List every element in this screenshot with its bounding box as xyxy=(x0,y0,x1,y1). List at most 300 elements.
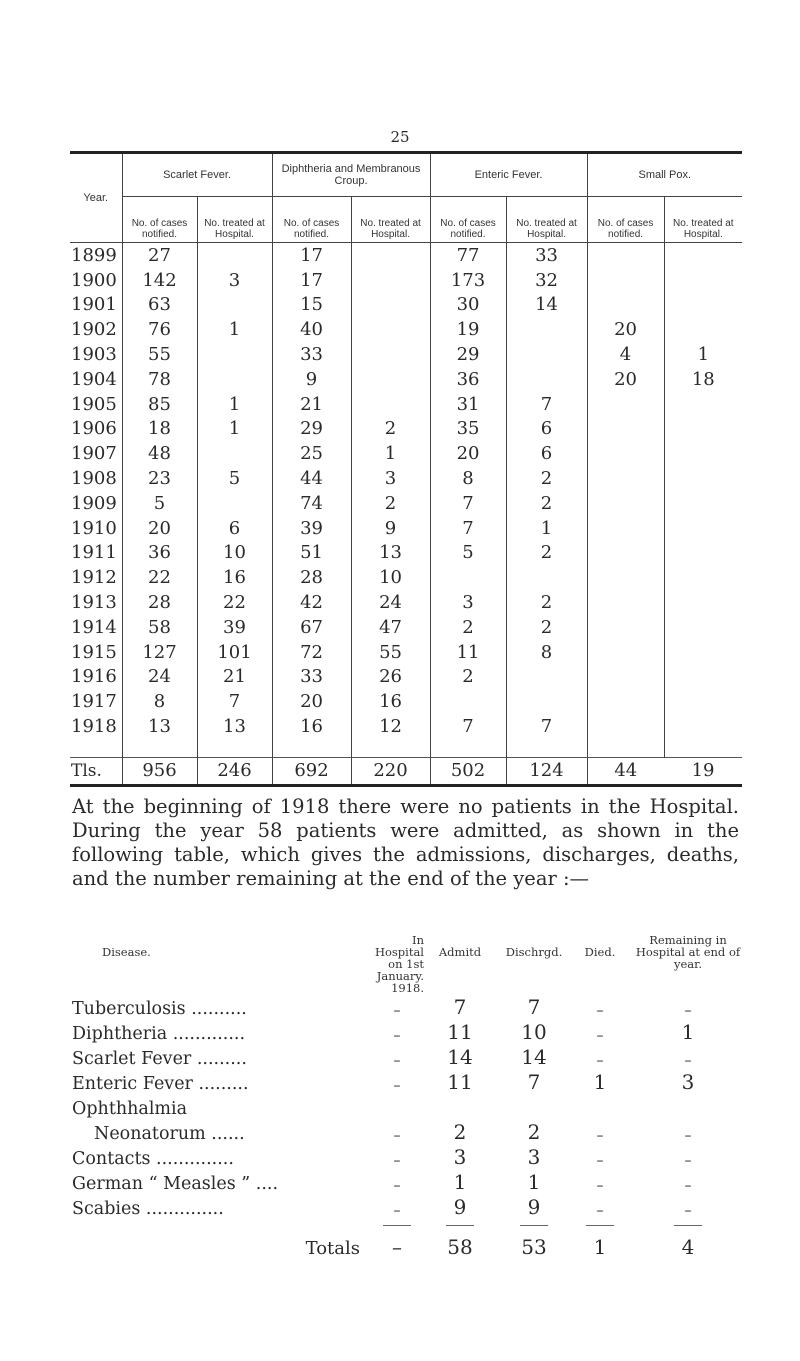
count-cell: 8 xyxy=(430,466,506,491)
count-cell xyxy=(587,441,664,466)
count-cell: 142 xyxy=(122,268,197,293)
year-row xyxy=(70,367,742,392)
year-cell: 1908 xyxy=(71,468,117,490)
remaining-cell: 3 xyxy=(681,1070,695,1094)
year-row xyxy=(70,392,742,417)
count-cell xyxy=(664,615,742,640)
count-cell: 7 xyxy=(506,392,587,417)
body-paragraph: At the beginning of 1918 there were no patients in the Hospital. During the year 58 patients were admitted, as shown in the following table, which gives the admissions, discharges, deaths, and the number remaining at the end of the year :— xyxy=(72,795,739,890)
count-cell xyxy=(664,293,742,318)
count-cell: 7 xyxy=(430,714,506,739)
spacer-row xyxy=(70,739,742,758)
count-cell xyxy=(664,714,742,739)
year-cell: 1906 xyxy=(71,418,117,440)
total-remaining: 4 xyxy=(681,1235,695,1259)
year-cell: 1907 xyxy=(71,443,117,465)
sub-header-notified: No. of cases notified. xyxy=(587,197,664,243)
year-cell: 1912 xyxy=(71,567,117,589)
count-cell xyxy=(197,293,272,318)
total-died: 1 xyxy=(593,1235,607,1259)
count-cell xyxy=(587,689,664,714)
year-row xyxy=(70,565,742,590)
remaining-cell: – xyxy=(684,1128,692,1144)
died-header: Died. xyxy=(584,945,616,959)
disease-label: Diphtheria ............. xyxy=(72,1024,246,1044)
year-cell: 1900 xyxy=(71,269,117,291)
year-row xyxy=(70,466,742,491)
count-cell: 5 xyxy=(197,466,272,491)
total-cell: 956 xyxy=(122,757,197,785)
count-cell xyxy=(351,293,430,318)
count-cell: 12 xyxy=(351,714,430,739)
count-cell: 13 xyxy=(122,714,197,739)
disease-row xyxy=(72,1094,748,1119)
count-cell xyxy=(506,565,587,590)
in-hospital-cell: – xyxy=(393,1153,401,1169)
total-rule xyxy=(370,1219,424,1229)
count-cell xyxy=(351,268,430,293)
count-cell: 2 xyxy=(351,417,430,442)
count-cell: 6 xyxy=(197,516,272,541)
count-cell: 8 xyxy=(506,640,587,665)
spacer-cell xyxy=(351,739,430,758)
year-cell: 1911 xyxy=(71,542,117,564)
disease-label: Scabies .............. xyxy=(72,1199,224,1219)
count-cell: 33 xyxy=(506,243,587,268)
total-cell: 19 xyxy=(664,757,742,785)
count-cell: 17 xyxy=(272,268,351,293)
disease-row xyxy=(72,1019,748,1044)
disease-label: Scarlet Fever ......... xyxy=(72,1049,247,1069)
count-cell: 72 xyxy=(272,640,351,665)
died-cell: 1 xyxy=(593,1070,607,1094)
count-cell: 6 xyxy=(506,417,587,442)
totals-label: Totals xyxy=(305,1238,360,1259)
admitted-cell: 9 xyxy=(453,1195,467,1219)
group-header-diphtheria: Diphtheria and Membranous Croup. xyxy=(272,153,430,197)
count-cell: 20 xyxy=(587,317,664,342)
count-cell: 25 xyxy=(272,441,351,466)
year-row xyxy=(70,243,742,268)
count-cell: 30 xyxy=(430,293,506,318)
admitted-cell: 14 xyxy=(447,1045,473,1069)
year-row xyxy=(70,541,742,566)
count-cell xyxy=(587,293,664,318)
count-cell: 22 xyxy=(197,590,272,615)
count-cell: 20 xyxy=(272,689,351,714)
rule-spacer xyxy=(72,1219,370,1229)
in-hospital-cell xyxy=(370,1094,424,1119)
in-hospital-cell: – xyxy=(393,1178,401,1194)
count-cell: 20 xyxy=(587,367,664,392)
total-discharged: 53 xyxy=(521,1235,547,1259)
spacer-cell xyxy=(664,739,742,758)
disease-header: Disease. xyxy=(102,945,151,959)
sub-header-notified: No. of cases notified. xyxy=(430,197,506,243)
count-cell xyxy=(587,516,664,541)
count-cell xyxy=(587,714,664,739)
count-cell: 18 xyxy=(122,417,197,442)
count-cell: 23 xyxy=(122,466,197,491)
spacer-cell xyxy=(122,739,197,758)
count-cell: 3 xyxy=(197,268,272,293)
year-row xyxy=(70,491,742,516)
count-cell: 9 xyxy=(351,516,430,541)
count-cell: 63 xyxy=(122,293,197,318)
admitted-cell: 1 xyxy=(453,1170,467,1194)
died-cell: – xyxy=(596,1203,604,1219)
count-cell: 13 xyxy=(351,541,430,566)
count-cell xyxy=(506,367,587,392)
count-cell: 51 xyxy=(272,541,351,566)
count-cell xyxy=(664,665,742,690)
count-cell: 2 xyxy=(430,615,506,640)
year-row xyxy=(70,342,742,367)
count-cell: 77 xyxy=(430,243,506,268)
disease-label: Tuberculosis .......... xyxy=(72,999,247,1019)
group-header-enteric-fever: Enteric Fever. xyxy=(430,153,587,197)
year-cell: 1917 xyxy=(71,691,117,713)
year-header: Year. xyxy=(70,153,122,243)
year-row xyxy=(70,615,742,640)
remaining-header: Remaining in Hospital at end of year. xyxy=(635,933,741,971)
count-cell xyxy=(664,565,742,590)
count-cell xyxy=(197,342,272,367)
count-cell xyxy=(587,615,664,640)
totals-label: Tls. xyxy=(70,757,122,785)
in-hospital-cell: – xyxy=(393,1078,401,1094)
count-cell: 2 xyxy=(351,491,430,516)
count-cell xyxy=(351,317,430,342)
in-hospital-header xyxy=(370,934,424,994)
year-cell: 1905 xyxy=(71,393,117,415)
count-cell: 35 xyxy=(430,417,506,442)
year-cell: 1918 xyxy=(71,716,117,738)
disease-row xyxy=(72,994,748,1019)
year-row xyxy=(70,665,742,690)
count-cell: 16 xyxy=(197,565,272,590)
group-header-small-pox: Small Pox. xyxy=(587,153,742,197)
spacer-cell xyxy=(197,739,272,758)
totals-row xyxy=(70,757,742,785)
spacer-cell xyxy=(70,739,122,758)
disease-label: German “ Measles ” .... xyxy=(72,1174,279,1194)
count-cell: 42 xyxy=(272,590,351,615)
discharged-cell: 9 xyxy=(527,1195,541,1219)
remaining-cell: – xyxy=(684,1203,692,1219)
year-cell: 1901 xyxy=(71,294,117,316)
disease-name xyxy=(72,1169,370,1194)
count-cell: 2 xyxy=(506,541,587,566)
disease-name xyxy=(72,1019,370,1044)
count-cell xyxy=(430,689,506,714)
count-cell: 5 xyxy=(430,541,506,566)
count-cell xyxy=(587,541,664,566)
count-cell xyxy=(587,268,664,293)
remaining-cell: – xyxy=(684,1003,692,1019)
disease-name xyxy=(72,1194,370,1219)
count-cell: 3 xyxy=(351,466,430,491)
total-cell: 44 xyxy=(587,757,664,785)
count-cell xyxy=(506,317,587,342)
count-cell: 24 xyxy=(122,665,197,690)
in-hospital-cell: – xyxy=(393,1053,401,1069)
count-cell xyxy=(664,491,742,516)
spacer-cell xyxy=(587,739,664,758)
count-cell: 2 xyxy=(430,665,506,690)
sub-header-treated: No. treated at Hospital. xyxy=(197,197,272,243)
discharged-cell xyxy=(496,1094,572,1119)
count-cell xyxy=(587,640,664,665)
count-cell: 4 xyxy=(587,342,664,367)
remaining-cell: – xyxy=(684,1178,692,1194)
totals-rule-row xyxy=(72,1219,748,1229)
spacer-cell xyxy=(430,739,506,758)
year-row xyxy=(70,689,742,714)
count-cell: 55 xyxy=(122,342,197,367)
count-cell: 28 xyxy=(272,565,351,590)
count-cell xyxy=(351,367,430,392)
year-cell: 1899 xyxy=(71,244,117,266)
count-cell: 85 xyxy=(122,392,197,417)
count-cell xyxy=(587,665,664,690)
disease-row xyxy=(72,1044,748,1069)
admissions-body xyxy=(72,994,748,1259)
discharged-cell: 7 xyxy=(527,995,541,1019)
count-cell: 7 xyxy=(430,516,506,541)
count-cell: 58 xyxy=(122,615,197,640)
count-cell xyxy=(587,466,664,491)
disease-name xyxy=(72,1069,370,1094)
count-cell: 33 xyxy=(272,342,351,367)
count-cell: 5 xyxy=(122,491,197,516)
count-cell: 2 xyxy=(506,590,587,615)
year-row xyxy=(70,268,742,293)
died-cell: – xyxy=(596,1178,604,1194)
discharged-cell: 1 xyxy=(527,1170,541,1194)
count-cell xyxy=(664,689,742,714)
count-cell xyxy=(664,392,742,417)
count-cell xyxy=(351,243,430,268)
year-row xyxy=(70,640,742,665)
admitted-cell xyxy=(424,1094,496,1119)
count-cell xyxy=(587,243,664,268)
count-cell: 48 xyxy=(122,441,197,466)
admitted-cell: 3 xyxy=(453,1145,467,1169)
admitted-cell: 11 xyxy=(447,1020,473,1044)
admitted-cell: 11 xyxy=(447,1070,473,1094)
count-cell: 20 xyxy=(430,441,506,466)
count-cell: 44 xyxy=(272,466,351,491)
count-cell xyxy=(197,367,272,392)
count-cell: 2 xyxy=(506,466,587,491)
year-row xyxy=(70,714,742,739)
in-hospital-cell: – xyxy=(393,1128,401,1144)
in-hospital-cell: – xyxy=(393,1003,401,1019)
count-cell: 1 xyxy=(197,392,272,417)
sub-header-notified: No. of cases notified. xyxy=(122,197,197,243)
year-cell: 1904 xyxy=(71,368,117,390)
in-hospital-cell: – xyxy=(393,1203,401,1219)
sub-header-treated: No. treated at Hospital. xyxy=(351,197,430,243)
count-cell xyxy=(664,417,742,442)
remaining-cell: – xyxy=(684,1153,692,1169)
count-cell: 13 xyxy=(197,714,272,739)
count-cell: 173 xyxy=(430,268,506,293)
year-row xyxy=(70,441,742,466)
died-cell xyxy=(572,1094,628,1119)
count-cell: 7 xyxy=(430,491,506,516)
sub-header-notified: No. of cases notified. xyxy=(272,197,351,243)
count-cell: 17 xyxy=(272,243,351,268)
died-cell: – xyxy=(596,1003,604,1019)
disease-row xyxy=(72,1119,748,1144)
admissions-totals-row xyxy=(72,1229,748,1259)
disease-row xyxy=(72,1169,748,1194)
count-cell: 7 xyxy=(506,714,587,739)
discharged-header: Dischrgd. xyxy=(505,945,563,959)
year-cell: 1916 xyxy=(71,666,117,688)
count-cell xyxy=(351,342,430,367)
count-cell xyxy=(587,491,664,516)
count-cell: 39 xyxy=(272,516,351,541)
remaining-cell xyxy=(628,1094,748,1119)
disease-label: Ophthhalmia xyxy=(72,1099,188,1119)
count-cell: 31 xyxy=(430,392,506,417)
count-cell: 8 xyxy=(122,689,197,714)
disease-name xyxy=(72,1144,370,1169)
count-cell: 33 xyxy=(272,665,351,690)
year-row xyxy=(70,293,742,318)
remaining-cell: – xyxy=(684,1053,692,1069)
year-row xyxy=(70,516,742,541)
count-cell: 1 xyxy=(197,417,272,442)
remaining-cell: 1 xyxy=(681,1020,695,1044)
admissions-table xyxy=(72,934,748,1259)
count-cell: 1 xyxy=(197,317,272,342)
discharged-cell: 2 xyxy=(527,1120,541,1144)
count-cell: 28 xyxy=(122,590,197,615)
count-cell: 36 xyxy=(430,367,506,392)
count-cell: 14 xyxy=(506,293,587,318)
count-cell: 47 xyxy=(351,615,430,640)
count-cell: 16 xyxy=(272,714,351,739)
year-row xyxy=(70,417,742,442)
spacer-cell xyxy=(272,739,351,758)
count-cell xyxy=(197,491,272,516)
count-cell: 10 xyxy=(351,565,430,590)
in-hospital-cell: – xyxy=(393,1028,401,1044)
count-cell xyxy=(664,268,742,293)
admitted-cell: 7 xyxy=(453,995,467,1019)
count-cell xyxy=(506,342,587,367)
disease-row xyxy=(72,1069,748,1094)
count-cell: 26 xyxy=(351,665,430,690)
count-cell xyxy=(351,392,430,417)
spacer-cell xyxy=(506,739,587,758)
count-cell: 55 xyxy=(351,640,430,665)
count-cell xyxy=(587,417,664,442)
count-cell: 2 xyxy=(506,615,587,640)
total-rule xyxy=(628,1219,748,1229)
count-cell: 76 xyxy=(122,317,197,342)
count-cell xyxy=(664,541,742,566)
count-cell: 3 xyxy=(430,590,506,615)
disease-name xyxy=(72,1119,370,1144)
sub-header-treated: No. treated at Hospital. xyxy=(506,197,587,243)
count-cell xyxy=(197,441,272,466)
stats-body xyxy=(70,243,742,786)
count-cell: 7 xyxy=(197,689,272,714)
count-cell xyxy=(587,590,664,615)
count-cell xyxy=(664,466,742,491)
total-rule xyxy=(496,1219,572,1229)
count-cell: 22 xyxy=(122,565,197,590)
count-cell: 39 xyxy=(197,615,272,640)
count-cell: 21 xyxy=(197,665,272,690)
discharged-cell: 10 xyxy=(521,1020,547,1044)
disease-label: Neonatorum ...... xyxy=(94,1124,245,1144)
died-cell: – xyxy=(596,1153,604,1169)
count-cell: 32 xyxy=(506,268,587,293)
total-rule xyxy=(424,1219,496,1229)
count-cell: 29 xyxy=(272,417,351,442)
count-cell xyxy=(430,565,506,590)
count-cell xyxy=(506,689,587,714)
count-cell: 74 xyxy=(272,491,351,516)
discharged-cell: 7 xyxy=(527,1070,541,1094)
count-cell: 19 xyxy=(430,317,506,342)
count-cell: 21 xyxy=(272,392,351,417)
in-hospital-header-text: In Hospital on 1st January. 1918. xyxy=(374,933,424,995)
group-header-scarlet-fever: Scarlet Fever. xyxy=(122,153,272,197)
disease-label: Enteric Fever ......... xyxy=(72,1074,249,1094)
count-cell: 1 xyxy=(506,516,587,541)
admitted-cell: 2 xyxy=(453,1120,467,1144)
count-cell: 24 xyxy=(351,590,430,615)
count-cell: 10 xyxy=(197,541,272,566)
total-admitted: 58 xyxy=(447,1235,473,1259)
year-cell: 1915 xyxy=(71,641,117,663)
year-cell: 1903 xyxy=(71,344,117,366)
year-row xyxy=(70,317,742,342)
total-cell: 246 xyxy=(197,757,272,785)
total-in-hospital: – xyxy=(392,1235,402,1259)
count-cell: 127 xyxy=(122,640,197,665)
total-cell: 220 xyxy=(351,757,430,785)
year-cell: 1902 xyxy=(71,319,117,341)
discharged-cell: 3 xyxy=(527,1145,541,1169)
count-cell: 1 xyxy=(351,441,430,466)
count-cell xyxy=(664,317,742,342)
total-cell: 124 xyxy=(506,757,587,785)
count-cell: 78 xyxy=(122,367,197,392)
count-cell xyxy=(506,665,587,690)
discharged-cell: 14 xyxy=(521,1045,547,1069)
count-cell: 36 xyxy=(122,541,197,566)
year-cell: 1913 xyxy=(71,592,117,614)
total-cell: 692 xyxy=(272,757,351,785)
count-cell xyxy=(664,516,742,541)
admitted-header: Admitd xyxy=(438,945,482,959)
count-cell xyxy=(664,640,742,665)
count-cell: 2 xyxy=(506,491,587,516)
count-cell: 67 xyxy=(272,615,351,640)
count-cell: 15 xyxy=(272,293,351,318)
died-cell: – xyxy=(596,1053,604,1069)
total-rule xyxy=(572,1219,628,1229)
count-cell: 16 xyxy=(351,689,430,714)
